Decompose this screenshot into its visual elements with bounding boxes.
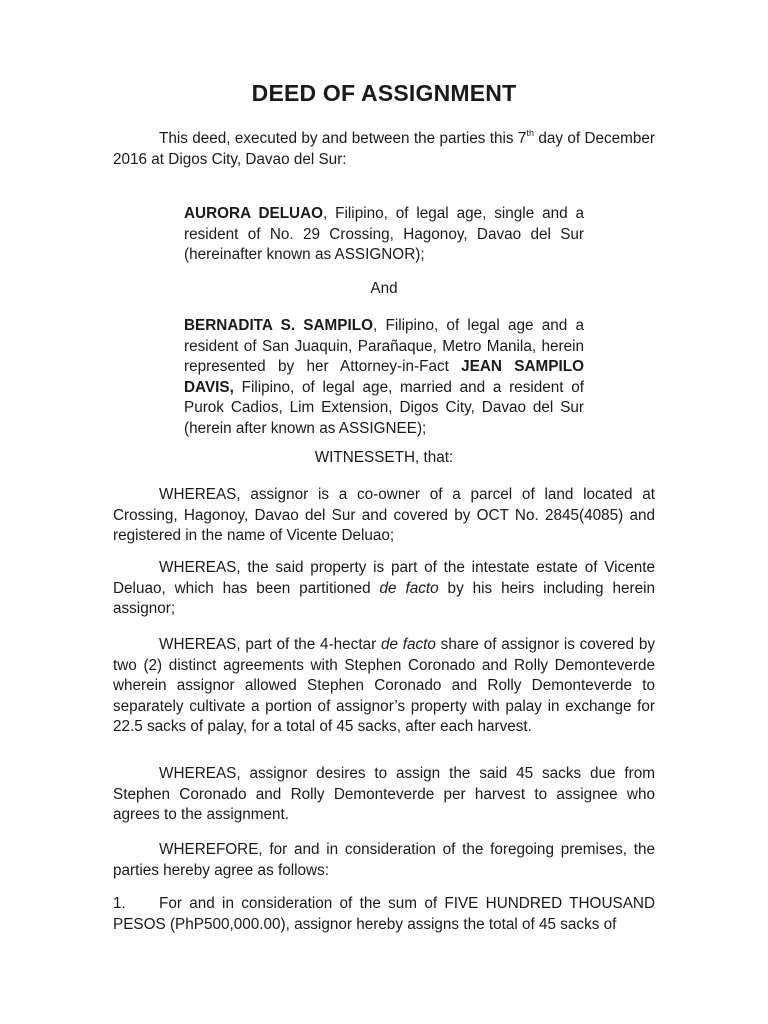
assignor-name: AURORA DELUAO	[184, 205, 324, 222]
de-facto-term: de facto	[379, 579, 439, 597]
item-text: For and in consideration of the sum of FIVE HUNDRED THOUSAND PESOS (PhP500,000.00), assignor hereby assigns the total of 45 sacks of	[113, 895, 655, 933]
de-facto-term: de facto	[380, 636, 436, 653]
assignee-name: BERNADITA S. SAMPILO	[184, 317, 373, 334]
intro-text-after: day of December 2016 at Digos City, Davao del Sur:	[113, 130, 656, 168]
attorney-details: Filipino, of legal age, married and a resident of Purok Cadios, Lim Extension, Digos City, Davao del Sur (herein after known as ASSIGNEE);	[184, 378, 584, 437]
attorney-in-fact-name: JEAN SAMPILO DAVIS,	[184, 358, 584, 396]
whereas-paragraph-4: WHEREAS, assignor desires to assign the said 45 sacks due from Stephen Coronado and Rolly Demonteverde per harvest to assignee who agrees to the assignment.	[113, 765, 655, 824]
assignor-paragraph	[184, 204, 584, 266]
whereas-paragraph-2: WHEREAS, the said property is part of the intestate estate of Vicente Deluao, which has been partitioned de facto by his heirs including herein assignor;	[113, 559, 655, 618]
whereas-paragraph-1: WHEREAS, assignor is a co-owner of a parcel of land located at Crossing, Hagonoy, Davao del Sur and covered by OCT No. 2845(4085) and registered in the name of Vicente Deluao;	[113, 486, 655, 545]
whereas-paragraph-3: WHEREAS, part of the 4-hectar de facto share of assignor is covered by two (2) distinct agreements with Stephen Coronado and Rolly Demonteverde wherein assignor allowed Stephen Coronado and Rolly Demonteverde to separately cultivate a portion of assignor’s property with palay in exchange for 22.5 sacks of palay, for a total of 45 sacks, after each harvest.	[113, 636, 655, 736]
wherefore-paragraph: WHEREFORE, for and in consideration of the foregoing premises, the parties hereby agree as follows:	[113, 841, 655, 879]
assignee-details: , Filipino, of legal age and a resident of San Juaquin, Parañaque, Metro Manila, herein represented by her Attorney-in-Fact	[184, 317, 585, 376]
item-number: 1.	[113, 895, 126, 912]
document-title: DEED OF ASSIGNMENT	[251, 80, 517, 106]
and-separator: And	[370, 280, 398, 297]
witnesseth-heading: WITNESSETH, that:	[314, 449, 454, 466]
intro-paragraph	[113, 129, 655, 170]
intro-superscript: th	[526, 128, 534, 138]
intro-text-before: This deed, executed by and between the parties this 7	[159, 130, 527, 147]
numbered-item-1	[113, 894, 655, 935]
assignee-paragraph	[184, 316, 584, 440]
assignor-details: , Filipino, of legal age, single and a resident of No. 29 Crossing, Hagonoy, Davao del Sur (hereinafter known as ASSIGNOR);	[184, 205, 584, 264]
